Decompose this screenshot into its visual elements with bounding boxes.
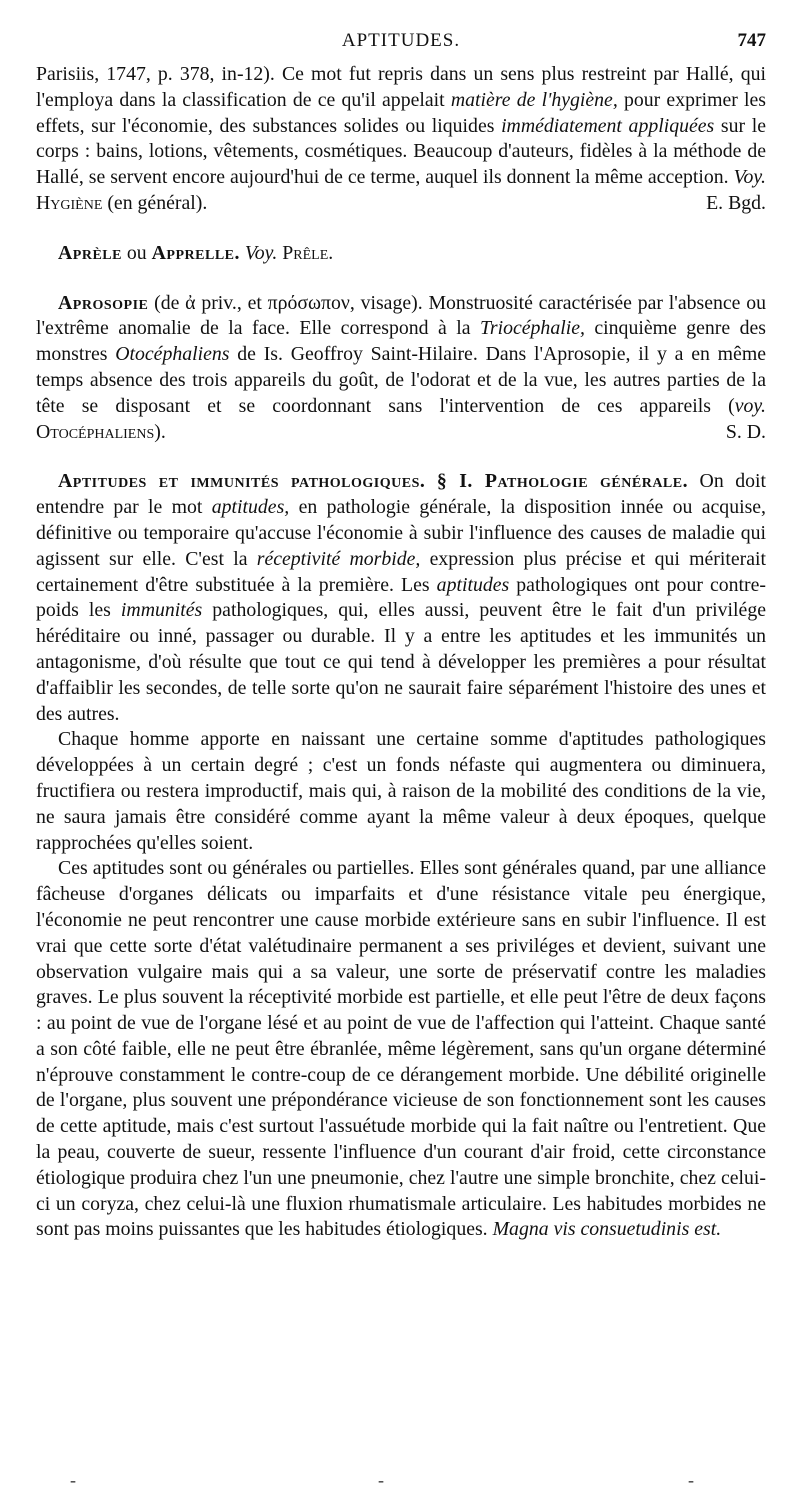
bottom-mark: - (70, 1470, 76, 1490)
headword: Apprelle. (151, 241, 240, 264)
body-text (36, 62, 766, 1243)
running-header (36, 30, 766, 60)
entry-aprosopie: Aprosopie (de ἀ priv., et πρόσωπον, visage). Monstruosité caractérisée par l'absence ou l'extrême anomalie de la face. Elle correspond à la Triocéphalie, cinquième genre des monstres Otocéphaliens de Is. Geoffroy Saint-Hilaire. Dans l'Aprosopie, il y a en même temps absence des trois appareils du goût, de l'odorat et de la vue, les autres parties de la tête se disposant et se coordonnant sans l'intervention de ces appareils (voy. Otocéphaliens). S. D. (36, 291, 766, 446)
cross-reference: Otocéphaliens (36, 420, 155, 443)
cross-reference-voy: Voy. (244, 241, 278, 264)
cross-reference-voy: voy. (734, 394, 766, 417)
page-number: 747 (737, 30, 766, 51)
cross-reference-voy: Voy. (733, 166, 766, 189)
author-signature: E. Bgd. (706, 191, 766, 214)
cross-reference: Hygiène (36, 191, 103, 214)
running-title: APTITUDES. (341, 30, 461, 51)
headword: Aprosopie (58, 291, 149, 314)
entry-aptitudes-continued: Parisiis, 1747, p. 378, in-12). Ce mot fut repris dans un sens plus restreint par Hallé, qui l'employa dans la classification de ce qu'il appelait matière de l'hygiène, pour exprimer les effets, sur l'économie, des substances solides ou liquides immédiatement appliquées sur le corps : bains, lotions, vêtements, cosmétiques. Beaucoup d'auteurs, fidèles à la méthode de Hallé, se servent encore aujourd'hui de ce terme, auquel ils donnent la même acception. Voy. Hygiène (en général). E. Bgd. (36, 62, 766, 217)
section-heading: § I. Pathologie générale. (436, 470, 689, 493)
author-signature: S. D. (725, 420, 766, 443)
entry-aptitudes-immunites: Aptitudes et immunités pathologiques. § I. Pathologie générale. On doit entendre par le mot aptitudes, en pathologie générale, la disposition innée ou acquise, définitive ou temporaire qu'accuse l'économie à subir l'influence des causes de maladie qui agissent sur elle. C'est la réceptivité morbide, expression plus précise et qui mériterait certainement d'être substituée à la première. Les aptitudes pathologiques ont pour contre-poids les immunités pathologiques, qui, elles aussi, peuvent être le fait d'un privilége héréditaire ou inné, passager ou durable. Il y a entre les aptitudes et les immunités un antagonisme, d'où résulte que tout ce qui tend à développer les premières a pour résultat d'affaiblir les secondes, de telle sorte qu'on ne saurait faire séparément l'histoire des unes et des autres. (36, 470, 767, 725)
entry-aprele: Aprèle ou Apprelle. Voy. Prêle. (58, 241, 334, 264)
paragraph: Chaque homme apporte en naissant une certaine somme d'aptitudes pathologiques développées à un certain degré ; c'est un fonds néfaste qui augmentera ou diminuera, fructifiera ou restera improductif, mais qui, à raison de la mobilité des conditions de la vie, ne saura jamais être considéré comme ayant la même valeur à deux époques, quelque rapprochées qu'elles soient. (36, 728, 766, 854)
headword: Aprèle (58, 241, 122, 264)
cross-reference: Prêle. (282, 241, 334, 264)
bottom-mark: - (688, 1470, 694, 1490)
bottom-mark: - (378, 1470, 384, 1490)
paragraph: Ces aptitudes sont ou générales ou partielles. Elles sont générales quand, par une alliance fâcheuse d'organes délicats ou imparfaits et d'une résistance vitale peu énergique, l'économie ne peut rencontrer une cause morbide extérieure sans en subir l'influence. Il est vrai que cette sorte d'état valétudinaire permanent a ses priviléges et devient, suivant une observation vulgaire mais qui a sa valeur, une sorte de préservatif contre les maladies graves. Le plus souvent la réceptivité morbide est partielle, et elle peut l'être de deux façons : au point de vue de l'organe lésé et au point de vue de l'affection qui l'atteint. Chaque santé a son côté faible, elle ne peut être ébranlée, même légèrement, sans qu'un organe déterminé n'éprouve constamment le contre-coup de ce dérangement morbide. Une débilité originelle de l'organe, plus souvent une prépondérance vicieuse de son fonctionnement sont les causes de cette aptitude, mais c'est surtout l'assuétude morbide qui la fait naître ou l'entretient. Que la peau, couverte de sueur, ressente l'influence d'un courant d'air froid, cette circonstance étiologique produira chez l'un une pneumonie, chez l'autre une simple bronchite, chez celui-ci un coryza, chez celui-là une fluxion rhumatismale articulaire. Les habitudes morbides ne sont pas moins puissantes que les habitudes étiologiques. Magna vis consuetudinis est. (36, 857, 766, 1241)
headword: Aptitudes et immunités pathologiques. (58, 470, 426, 493)
